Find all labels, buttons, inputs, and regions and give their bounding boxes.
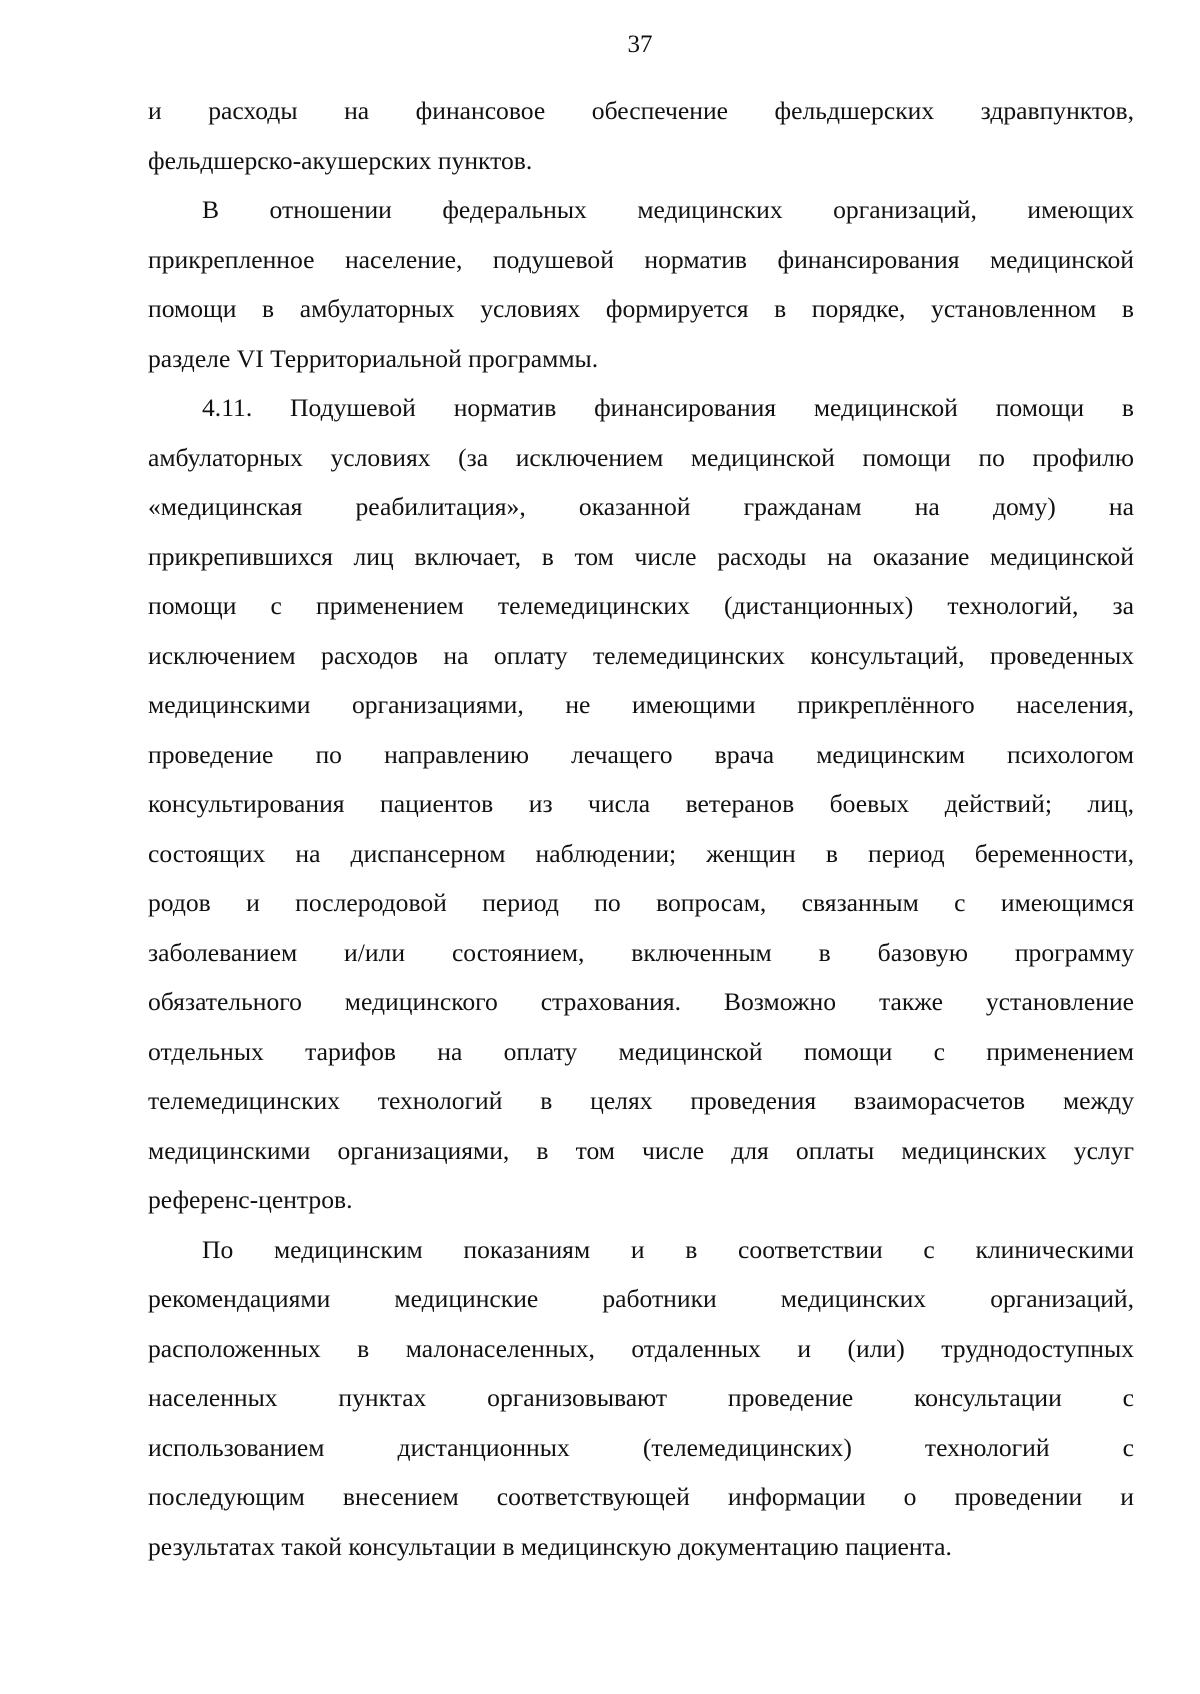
paragraph-1 xyxy=(148,86,1134,185)
text-line: фельдшерско-акушерских пунктов. xyxy=(148,145,533,175)
text-line: последующим внесением соответствующей информации о проведении и xyxy=(148,1482,1134,1511)
text-line: прикрепленное население, подушевой норматив финансирования медицинской xyxy=(148,244,1134,274)
paragraph-3 xyxy=(148,383,1134,1225)
text-line: состоящих на диспансерном наблюдении; женщин в период беременности, xyxy=(148,838,1134,868)
document-body xyxy=(148,86,1134,1571)
text-line: исключением расходов на оплату телемедицинских консультаций, проведенных xyxy=(148,640,1134,670)
text-line: 4.11. Подушевой норматив финансирования медицинской помощи в xyxy=(202,393,1134,422)
text-line: использованием дистанционных (телемедицинских) технологий с xyxy=(148,1432,1134,1462)
text-line: рекомендациями медицинские работники медицинских организаций, xyxy=(148,1284,1134,1313)
text-line: и расходы на финансовое обеспечение фельдшерских здравпунктов, xyxy=(148,96,1134,125)
text-line: референс-центров. xyxy=(148,1185,353,1214)
text-line: родов и послеродовой период по вопросам, связанным с имеющимся xyxy=(148,888,1134,917)
text-line: консультирования пациентов из числа ветеранов боевых действий; лиц, xyxy=(148,789,1134,818)
text-line: расположенных в малонаселенных, отдаленных и (или) труднодоступных xyxy=(148,1333,1134,1363)
text-line: В отношении федеральных медицинских организаций, имеющих xyxy=(202,195,1134,224)
text-line: амбулаторных условиях (за исключением медицинской помощи по профилю xyxy=(148,442,1134,472)
paragraph-4 xyxy=(148,1225,1134,1572)
text-line: результатах такой консультации в медицинскую документацию пациента. xyxy=(148,1531,952,1561)
text-line: По медицинским показаниям и в соответствии с клиническими xyxy=(202,1234,1134,1264)
text-line: отдельных тарифов на оплату медицинской помощи с применением xyxy=(148,1036,1134,1066)
text-line: проведение по направлению лечащего врача медицинским психологом xyxy=(148,739,1134,769)
text-line: разделе VI Территориальной программы. xyxy=(148,343,599,373)
text-line: прикрепившихся лиц включает, в том числе расходы на оказание медицинской xyxy=(148,541,1134,571)
text-line: «медицинская реабилитация», оказанной гражданам на дому) на xyxy=(148,492,1134,521)
text-line: медицинскими организациями, в том числе для оплаты медицинских услуг xyxy=(148,1135,1134,1165)
text-line: обязательного медицинского страхования. Возможно также установление xyxy=(148,987,1134,1016)
text-line: медицинскими организациями, не имеющими прикреплённого населения, xyxy=(148,690,1134,719)
text-line: населенных пунктах организовывают проведение консультации с xyxy=(148,1383,1134,1412)
paragraph-2 xyxy=(148,185,1134,383)
text-line: помощи с применением телемедицинских (дистанционных) технологий, за xyxy=(148,591,1134,620)
text-line: заболеванием и/или состоянием, включенным в базовую программу xyxy=(148,937,1134,967)
text-line: телемедицинских технологий в целях проведения взаиморасчетов между xyxy=(148,1086,1134,1115)
page-number: 37 xyxy=(627,31,653,58)
text-line: помощи в амбулаторных условиях формируется в порядке, установленном в xyxy=(148,294,1134,323)
